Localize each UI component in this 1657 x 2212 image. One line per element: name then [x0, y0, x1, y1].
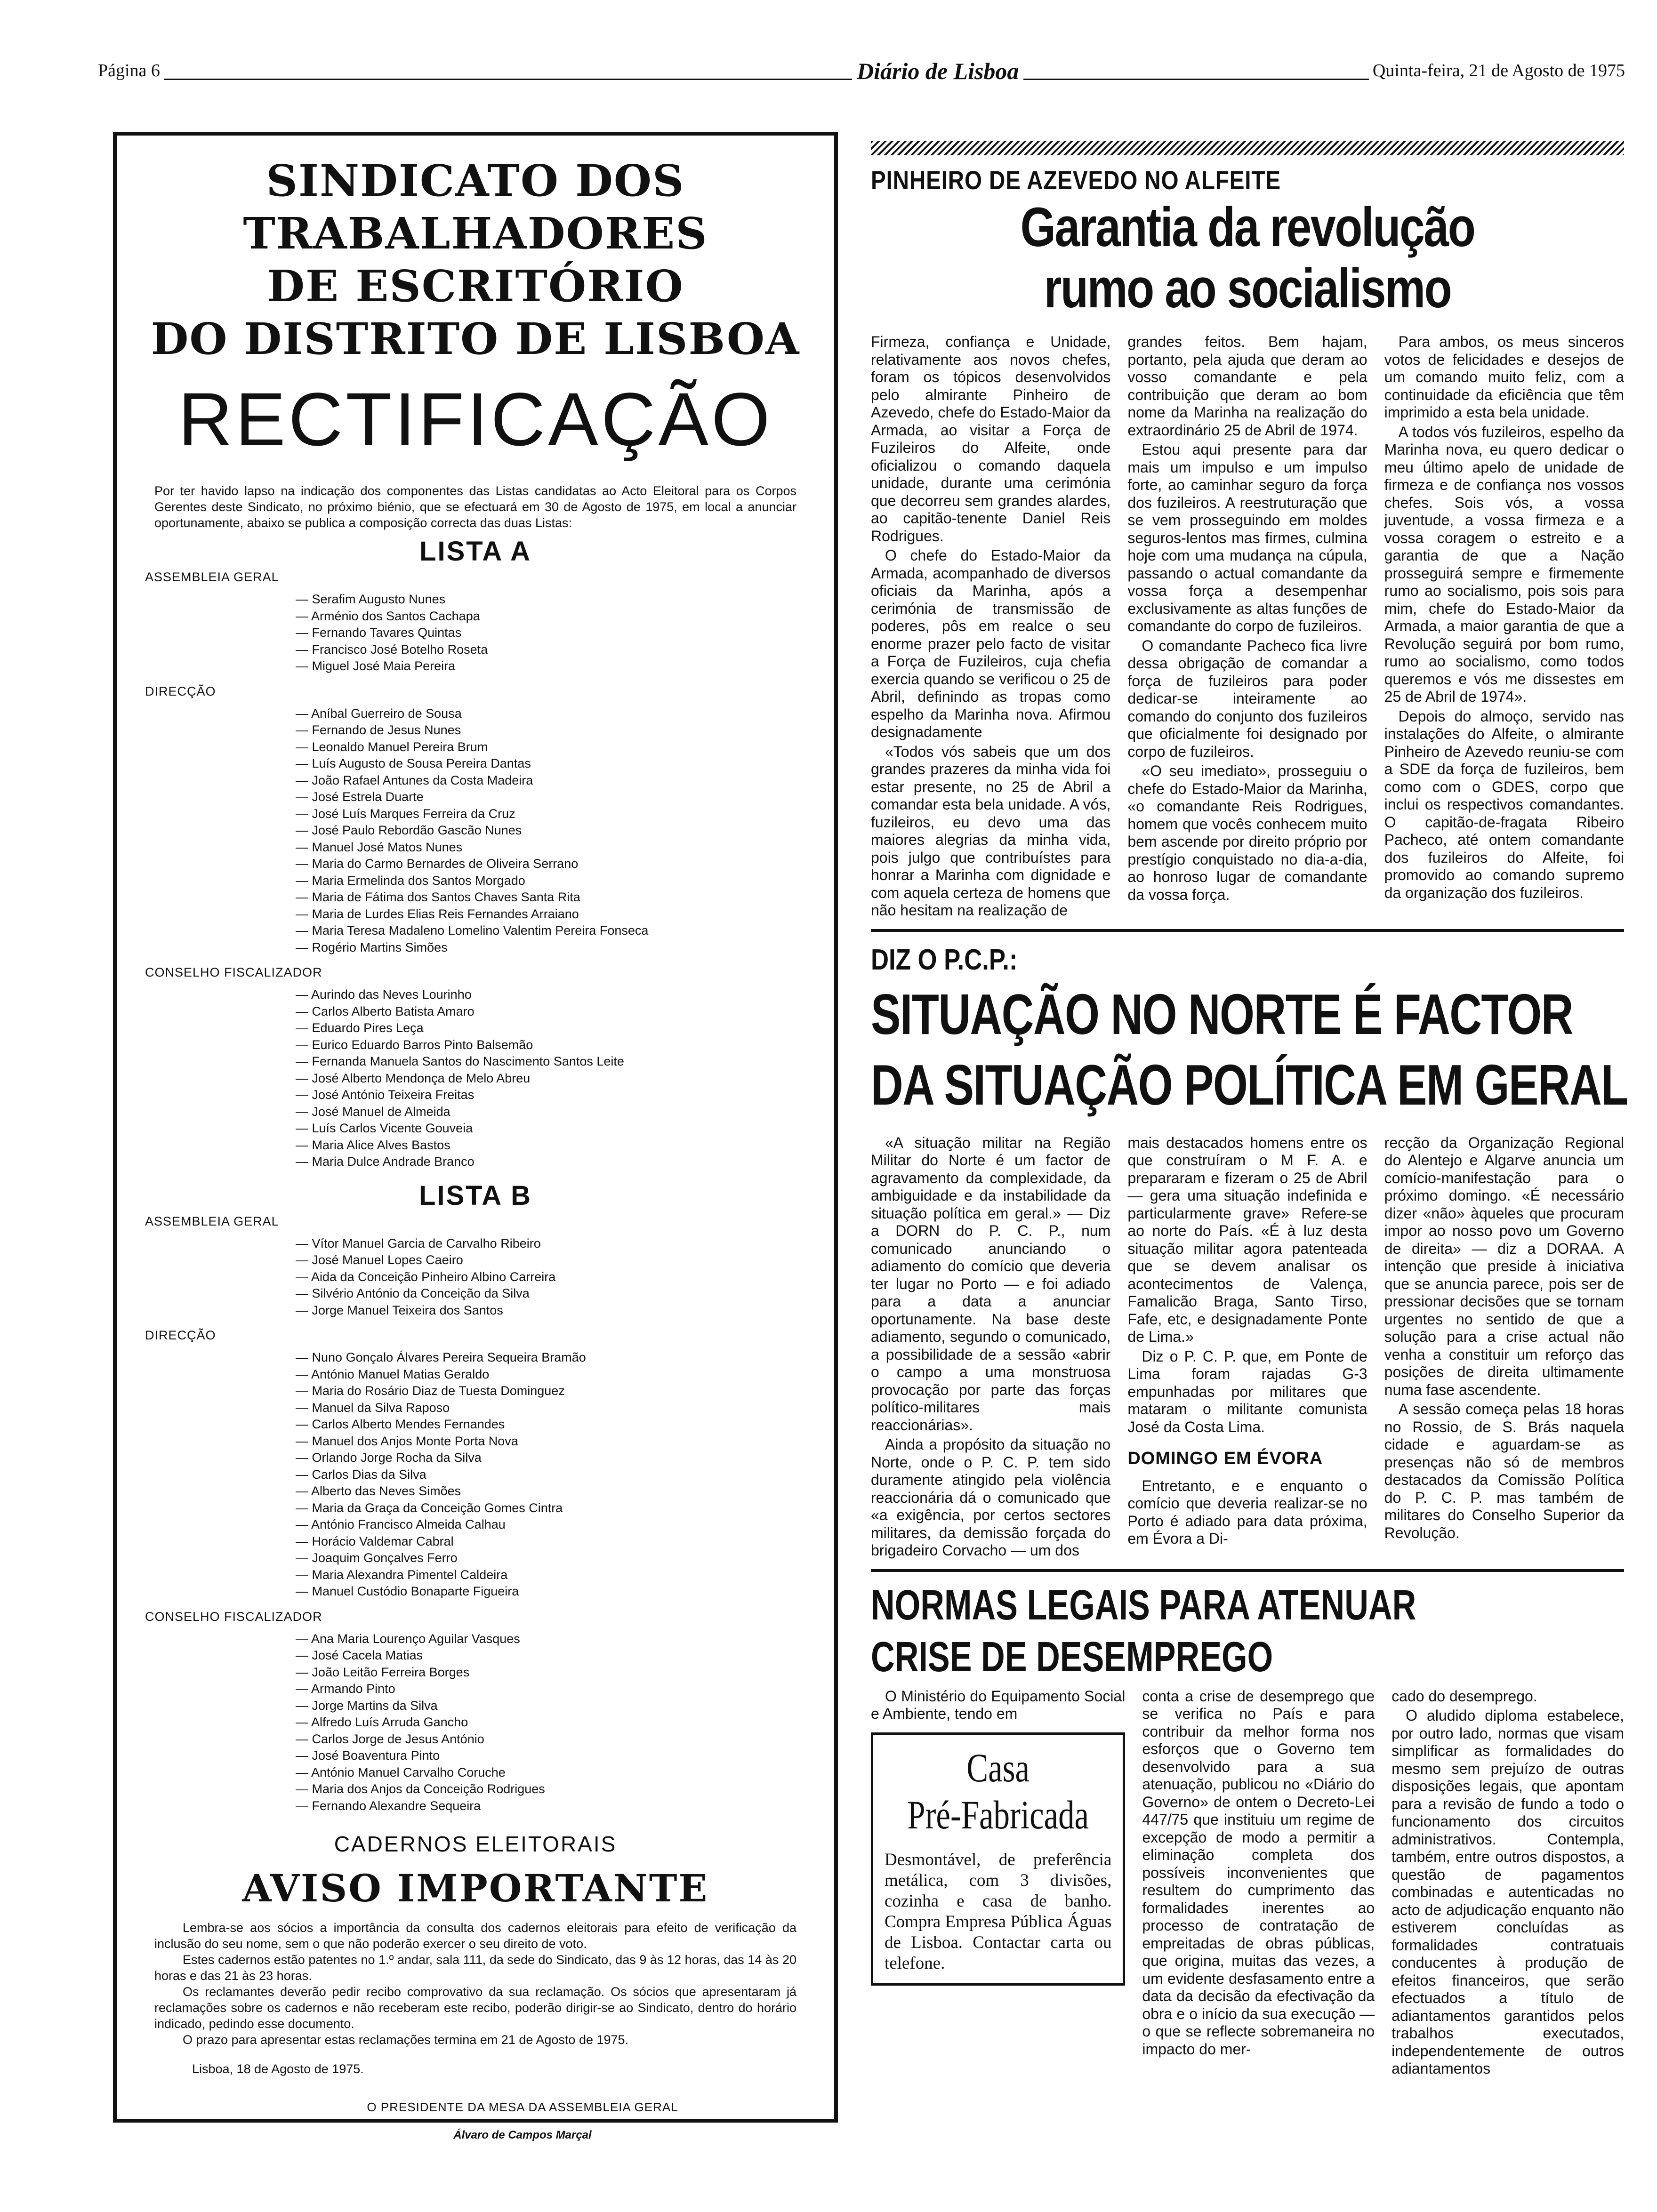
candidate-name: — Joaquim Gonçalves Ferro: [296, 1550, 806, 1567]
candidate-name: — Aida da Conceição Pinheiro Albino Carreira: [296, 1269, 806, 1286]
notice-intro: Por ter havido lapso na indicação dos componentes das Listas candidatas ao Acto Eleitoral para os Corpos Gerentes deste Sindicato, no próximo biénio, que se efectuará em 30 de Agosto de 1975, em local a anunciar oportunamente, abaixo se publica a composição correcta das duas Listas:: [154, 484, 796, 530]
article1-col3: [1384, 333, 1624, 922]
paragraph: O Ministério do Equipamento Social e Ambiente, tendo em: [871, 1687, 1126, 1722]
aviso-body: [145, 1920, 806, 2048]
article3-headline-line2: CRISE DE DESEMPREGO: [871, 1633, 1273, 1681]
paragraph: Estou aqui presente para dar mais um impulso e um impulso forte, ao caminhar seguro da força dos fuzileiros. A reestruturação que se vem prosseguindo em moldes seguros-lentos mas firmes, culmina hoje com uma mudança na cúpula, passando o actual comandante da vossa força a desempenhar exclusivamente as altas funções de comandante do corpo de fuzileiros.: [1127, 441, 1367, 634]
candidate-name: — José Estrela Duarte: [296, 789, 806, 806]
candidate-name: — Miguel José Maia Pereira: [296, 658, 806, 675]
candidate-name: — Carlos Jorge de Jesus António: [296, 1731, 806, 1748]
paragraph: conta a crise de desemprego que se verifica no País e para contribuir da melhor forma nos esforços que o Governo tem desenvolvido para a sua atenuação, publicou no «Diário do Governo» de ontem o Decreto-Lei 447/75 que instituiu um regime de excepção de modo a permitir a eliminação completa dos possíveis inconvenientes que resultem do cumprimento das formalidades inerentes ao processo de contratação de empreitadas de obras públicas, que origina, muitas das vezes, a um evidente desfasamento entre a data da decisão da efectivação da obra e o início da sua execução — o que se reflecte sobremaneira no impacto do mer-: [1142, 1687, 1375, 2058]
candidate-name: — Fernanda Manuela Santos do Nascimento Santos Leite: [296, 1053, 806, 1070]
candidate-names: [296, 1235, 806, 1319]
article2-headline-line1: SITUAÇÃO NO NORTE É FACTOR: [871, 982, 1573, 1046]
place-date: Lisboa, 18 de Agosto de 1975.: [192, 2062, 364, 2076]
candidate-name: — Eduardo Pires Leça: [296, 1020, 806, 1037]
headline-line: Garantia da revolução: [1020, 196, 1475, 258]
list-heading: LISTA B: [418, 1180, 532, 1211]
candidate-name: — Luís Carlos Vicente Gouveia: [296, 1120, 806, 1137]
paragraph: O chefe do Estado-Maior da Armada, acompanhado de diversos oficiais da Marinha, após a cerimónia de transmissão de poderes, pôs em realce o seu enorme prazer pelo facto de visitar a Força de Fuzileiros, cuja chefia exercia quando se verificou o 25 de Abril, definindo as tropas como espelho da Marinha nova. Afirmou designadamente: [871, 547, 1111, 740]
classified-ad: [871, 1732, 1125, 1986]
paragraph: A todos vós fuzileiros, espelho da Marinha nova, eu quero dedicar o meu último apelo de unidade de firmeza e de confiança nos vossos chefes. Sois vós, a vossa juventude, a vossa firmeza e a vossa coragem o estreito e a garantia de que a Nação prosseguirá sempre e firmemente rumo ao socialismo, pois sois para mim, chefe do Estado-Maior da Armada, a maior garantia de que a Revolução seguirá por bom rumo, rumo ao socialismo, como todos queremos e vós me dissestes em 25 de Abril de 1974».: [1384, 423, 1624, 705]
union-name-line: DE ESCRITÓRIO: [267, 261, 684, 312]
ad-text: Desmontável, de preferência metálica, com 3 divisões, cozinha e casa de banho. Compra Empresa Pública Águas de Lisboa. Contactar carta ou telefone.: [885, 1850, 1112, 1973]
ad-title-line1: Casa: [966, 1745, 1030, 1790]
union-notice: [113, 132, 838, 2141]
paragraph: mais destacados homens entre os que construíram o M F. A. e prepararam e fizeram o 25 de Abril — gera uma situação indefinida e particularmente grave» Refere-se ao norte do País. «É à luz desta situação militar agora patenteada que se devem analisar os acontecimentos de Valença, Famalicão Braga, Santo Tirso, Fafe, etc, e designadamente Ponte de Lima.»: [1127, 1134, 1367, 1345]
candidate-names: [296, 1349, 806, 1600]
candidate-name: — Maria Teresa Madaleno Lomelino Valentim Pereira Fonseca: [296, 922, 806, 939]
paragraph: Entretanto, e e enquanto o comício que deveria realizar-se no Porto é adiado para data próxima, em Évora a Di-: [1127, 1477, 1367, 1547]
article2-col3: [1384, 1134, 1624, 1562]
candidate-name: — José António Teixeira Freitas: [296, 1087, 806, 1104]
candidate-name: — Carlos Alberto Batista Amaro: [296, 1003, 806, 1020]
candidate-name: — Fernando Alexandre Sequeira: [296, 1798, 806, 1815]
candidate-name: — Fernando Tavares Quintas: [296, 625, 806, 641]
list-section-label: DIRECÇÃO: [145, 684, 216, 698]
paragraph: «O seu imediato», prosseguiu o chefe do Estado-Maior da Marinha, «o comandante Reis Rodrigues, homem que vocês conhecem muito bem ascende por direito próprio por prestígio conquistado no dia-a-dia, ao honroso lugar de comandante da vossa força.: [1127, 762, 1367, 903]
article2-col2: [1127, 1134, 1367, 1562]
candidate-name: — Armando Pinto: [296, 1681, 806, 1698]
candidate-name: — Aníbal Guerreiro de Sousa: [296, 705, 806, 722]
cadernos-heading: CADERNOS ELEITORAIS: [334, 1832, 617, 1856]
union-name-line: DO DISTRITO DE LISBOA: [151, 313, 800, 364]
candidate-name: — Maria Alexandra Pimentel Caldeira: [296, 1567, 806, 1584]
candidate-name: — José Paulo Rebordão Gascão Nunes: [296, 822, 806, 839]
candidate-name: — Manuel Custódio Bonaparte Figueira: [296, 1583, 806, 1600]
article1-kicker: PINHEIRO DE AZEVEDO NO ALFEITE: [871, 165, 1281, 195]
article2-body: [871, 1134, 1624, 1562]
candidate-name: — Maria do Carmo Bernardes de Oliveira Serrano: [296, 856, 806, 873]
paragraph: cado do desemprego.: [1392, 1687, 1537, 1705]
list-section-label: CONSELHO FISCALIZADOR: [145, 1609, 322, 1624]
union-name-line: SINDICATO DOS TRABALHADORES: [243, 155, 708, 259]
candidate-name: — Luís Augusto de Sousa Pereira Dantas: [296, 755, 806, 772]
paragraph: A sessão começa pelas 18 horas no Rossio, de S. Brás naquela cidade e aguardam-se as presenças não só de membros destacados da Comissão Política do P. C. P. mas também de militares do Conselho Superior da Revolução.: [1384, 1401, 1624, 1541]
candidate-name: — Serafim Augusto Nunes: [296, 591, 806, 608]
ad-title-line2: Pré-Fabricada: [907, 1792, 1089, 1837]
article2-subhead: DOMINGO EM ÉVORA: [1127, 1449, 1323, 1468]
candidate-name: — António Manuel Carvalho Coruche: [296, 1764, 806, 1781]
article1-headline: [939, 197, 1556, 319]
candidate-name: — José Luís Marques Ferreira da Cruz: [296, 806, 806, 823]
article3-col2: [1142, 1688, 1375, 2080]
article3-body: [871, 1688, 1624, 2080]
candidate-names: [296, 986, 806, 1170]
paragraph: Depois do almoço, servido nas instalações do Alfeite, o almirante Pinheiro de Azevedo reuniu-se com a SDE da força de fuzileiros, bem como com o GDES, corpo que inclui os respectivos comandantes. O capitão-de-fragata Ribeiro Pacheco, até ontem comandante dos fuzileiros do Alfeite, foi promovido ao comando supremo da organização dos fuzileiros.: [1384, 707, 1624, 901]
candidate-name: — Rogério Martins Simões: [296, 939, 806, 956]
paragraph: O aludido diploma estabelece, por outro lado, normas que visam simplificar as formalidades do mesmo sem prejuízo de outras disposições legais, que apontam para a revisão de fundo a todo o funcionamento dos circuitos administrativos. Contempla, também, entre outros dispostos, a questão de pagamentos combinadas e autenticadas no acto de adjudicação enquanto não estiverem concluídas as formalidades contratuais conducentes à produção de efeitos financeiros, que serão efectuados a título de adiantamentos garantidos pelos trabalhos executados, independentemente de outros adiantamentos: [1392, 1707, 1624, 2077]
candidate-name: — Maria de Fátima dos Santos Chaves Santa Rita: [296, 889, 806, 906]
paragraph: «Todos vós sabeis que um dos grandes prazeres da minha vida foi estar presente, no 25 de Abril a comandar esta bela unidade. A vós, fuzileiros, eu devo uma das maiores alegrias da minha vida, pois julgo que contribuístes para honrar a Marinha com dignidade e com aquela certeza de homens que não hesitam na realização de: [871, 743, 1111, 919]
signature-name: Álvaro de Campos Marçal: [453, 2129, 592, 2141]
candidate-name: — Vítor Manuel Garcia de Carvalho Ribeiro: [296, 1235, 806, 1252]
candidate-names: [296, 1631, 806, 1815]
headline-line: rumo ao socialismo: [1044, 257, 1451, 320]
list-section-label: ASSEMBLEIA GERAL: [145, 570, 279, 584]
masthead: [94, 52, 1629, 85]
candidate-name: — Carlos Alberto Mendes Fernandes: [296, 1416, 806, 1433]
paragraph: Ainda a propósito da situação no Norte, onde o P. C. P. tem sido duramente atingido pela violência reaccionária dá o comunicado que «a exigência, por certos sectores militares, da demissão forçada do brigadeiro Corvacho — um dos: [871, 1436, 1111, 1559]
hatched-rule: [871, 141, 1624, 155]
candidate-name: — Maria Dulce Andrade Branco: [296, 1154, 806, 1170]
aviso-paragraph: Estes cadernos estão patentes no 1.º andar, sala 111, da sede do Sindicato, das 9 às 12 horas, das 14 às 20 horas e das 21 às 23 horas.: [154, 1953, 796, 1983]
paragraph: recção da Organização Regional do Alentejo e Algarve anuncia um comício-manifestação para o próximo domingo. «É necessário dizer «não» àqueles que procuram impor ao nosso povo um Governo de direita» — diz a DORAA. A intenção que preside à iniciativa que se anuncia parece, pois ser de pressionar decisões que se tornam urgentes no sentido de que a solução para a crise actual não venha a constituir um reforço das posições de direita ultimamente numa fase ascendente.: [1384, 1134, 1624, 1398]
candidate-name: — João Leitão Ferreira Borges: [296, 1664, 806, 1681]
candidate-name: — José Boaventura Pinto: [296, 1747, 806, 1764]
candidate-name: — Arménio dos Santos Cachapa: [296, 608, 806, 625]
candidate-names: [296, 591, 806, 675]
candidate-name: — Aurindo das Neves Lourinho: [296, 986, 806, 1003]
candidate-name: — José Alberto Mendonça de Melo Abreu: [296, 1070, 806, 1087]
paragraph: Firmeza, confiança e Unidade, relativamente aos novos chefes, foram os tópicos desenvolvidos pelo almirante Pinheiro de Azevedo, chefe do Estado-Maior da Armada, ao visitar a Força de Fuzileiros do Alfeite, onde oficializou o comando daquela unidade, durante uma cerimónia que decorreu sem grandes alardes, ao capitão-tenente Daniel Reis Rodrigues.: [871, 333, 1111, 545]
list-heading: LISTA A: [419, 536, 531, 567]
right-column: [871, 141, 1628, 2080]
aviso-paragraph: Lembra-se aos sócios a importância da consulta dos cadernos eleitorais para efeito de verificação da inclusão do seu nome, sem o que não poderão exercer o seu direito de voto.: [154, 1921, 796, 1951]
candidate-name: — Manuel José Matos Nunes: [296, 839, 806, 856]
union-name: [145, 154, 806, 365]
article2-headline-line2: DA SITUAÇÃO POLÍTICA EM GERAL: [871, 1052, 1628, 1117]
candidate-name: — Nuno Gonçalo Álvares Pereira Sequeira Bramão: [296, 1349, 806, 1366]
signature-title: O PRESIDENTE DA MESA DA ASSEMBLEIA GERAL: [367, 2100, 678, 2114]
aviso-paragraph: Os reclamantes deverão pedir recibo comprovativo da sua reclamação. Os sócios que apresentaram já reclamações sobre os cadernos e não receberam este recibo, poderão dirigir-se ao Sindicato, dentro do horário indicado, pedindo esse documento.: [154, 1985, 796, 2031]
list-section-label: DIRECÇÃO: [145, 1328, 216, 1342]
candidate-name: — José Manuel Lopes Caeiro: [296, 1252, 806, 1269]
article1-body: [871, 333, 1624, 922]
paragraph: grandes feitos. Bem hajam, portanto, pela ajuda que deram ao vosso comandante e pela contribuição que deram ao bom nome da Marinha na realização do extraordinário 25 de Abril de 1974.: [1127, 333, 1367, 439]
section-divider: [871, 1569, 1624, 1572]
section-divider: [871, 929, 1624, 932]
candidate-name: — Maria dos Anjos da Conceição Rodrigues: [296, 1781, 806, 1798]
candidate-name: — Fernando de Jesus Nunes: [296, 722, 806, 739]
candidate-name: — Maria de Lurdes Elias Reis Fernandes Arraiano: [296, 906, 806, 923]
article3-headline-line1: NORMAS LEGAIS PARA ATENUAR: [871, 1581, 1416, 1629]
candidate-name: — Ana Maria Lourenço Aguilar Vasques: [296, 1631, 806, 1648]
issue-date: Quinta-feira, 21 de Agosto de 1975: [1369, 60, 1629, 81]
candidate-name: — António Francisco Almeida Calhau: [296, 1516, 806, 1533]
page-number: Página 6: [94, 60, 164, 81]
candidate-name: — Maria da Graça da Conceição Gomes Cintra: [296, 1500, 806, 1517]
article2-kicker: DIZ O P.C.P.:: [871, 943, 1018, 976]
aviso-heading: AVISO IMPORTANTE: [242, 1866, 709, 1910]
candidate-name: — Maria Alice Alves Bastos: [296, 1137, 806, 1154]
candidate-name: — Manuel dos Anjos Monte Porta Nova: [296, 1433, 806, 1450]
article3-col3: [1392, 1688, 1624, 2080]
article3-col1: [871, 1688, 1125, 2080]
candidate-name: — Carlos Dias da Silva: [296, 1467, 806, 1483]
candidate-name: — António Manuel Matias Geraldo: [296, 1366, 806, 1383]
article1-col2: [1127, 333, 1367, 922]
candidate-name: — Alfredo Luís Arruda Gancho: [296, 1714, 806, 1731]
candidate-name: — Silvério António da Conceição da Silva: [296, 1285, 806, 1302]
paragraph: Diz o P. C. P. que, em Ponte de Lima foram rajadas G-3 empunhadas por militares que mataram o militante comunista José da Costa Lima.: [1127, 1347, 1367, 1435]
candidate-name: — Leonaldo Manuel Pereira Brum: [296, 739, 806, 756]
candidate-name: — João Rafael Antunes da Costa Madeira: [296, 772, 806, 789]
candidate-lists: [145, 536, 806, 1814]
candidate-name: — Horácio Valdemar Cabral: [296, 1533, 806, 1550]
candidate-name: — Maria Ermelinda dos Santos Morgado: [296, 873, 806, 890]
article2-col1: [871, 1134, 1110, 1562]
newspaper-title: Diário de Lisboa: [852, 57, 1023, 85]
paragraph: Para ambos, os meus sinceros votos de felicidades e desejos de um comando muito feliz, com a continuidade da eficiência que têm imprimido a esta bela unidade.: [1384, 333, 1624, 421]
candidate-name: — Eurico Eduardo Barros Pinto Balsemão: [296, 1037, 806, 1054]
candidate-names: [296, 705, 806, 956]
article1-col1: [871, 333, 1110, 922]
list-section-label: ASSEMBLEIA GERAL: [145, 1214, 279, 1228]
candidate-name: — José Cacela Matias: [296, 1647, 806, 1664]
candidate-name: — Orlando Jorge Rocha da Silva: [296, 1450, 806, 1467]
candidate-name: — Francisco José Botelho Roseta: [296, 641, 806, 658]
notice-title: RECTIFICAÇÃO: [178, 377, 773, 461]
paragraph: «A situação militar na Região Militar do Norte é um factor de agravamento da complexidade, da ambiguidade e da instabilidade da situação política em geral.» — Diz a DORN do P. C. P., num comunicado anunciando o adiamento do comício que deveria ter lugar no Porto — e foi adiado para a data a anunciar oportunamente. Na base deste adiamento, segundo o comunicado, a possibilidade de a sessão «abrir o campo a uma monstruosa provocação por parte das forças político-militares mais reaccionárias».: [871, 1134, 1111, 1434]
candidate-name: — Manuel da Silva Raposo: [296, 1400, 806, 1417]
list-section-label: CONSELHO FISCALIZADOR: [145, 965, 322, 979]
candidate-name: — Alberto das Neves Simões: [296, 1483, 806, 1500]
candidate-name: — Jorge Manuel Teixeira dos Santos: [296, 1302, 806, 1319]
candidate-name: — José Manuel de Almeida: [296, 1104, 806, 1121]
candidate-name: — Maria do Rosário Diaz de Tuesta Dominguez: [296, 1383, 806, 1400]
candidate-name: — Jorge Martins da Silva: [296, 1698, 806, 1715]
aviso-paragraph: O prazo para apresentar estas reclamações termina em 21 de Agosto de 1975.: [183, 2033, 629, 2047]
paragraph: O comandante Pacheco fica livre dessa obrigação de comandar a força de fuzileiros para poder dedicar-se inteiramente ao comando do conjunto dos fuzileiros que oficialmente foi designado por corpo de fuzileiros.: [1127, 637, 1367, 760]
